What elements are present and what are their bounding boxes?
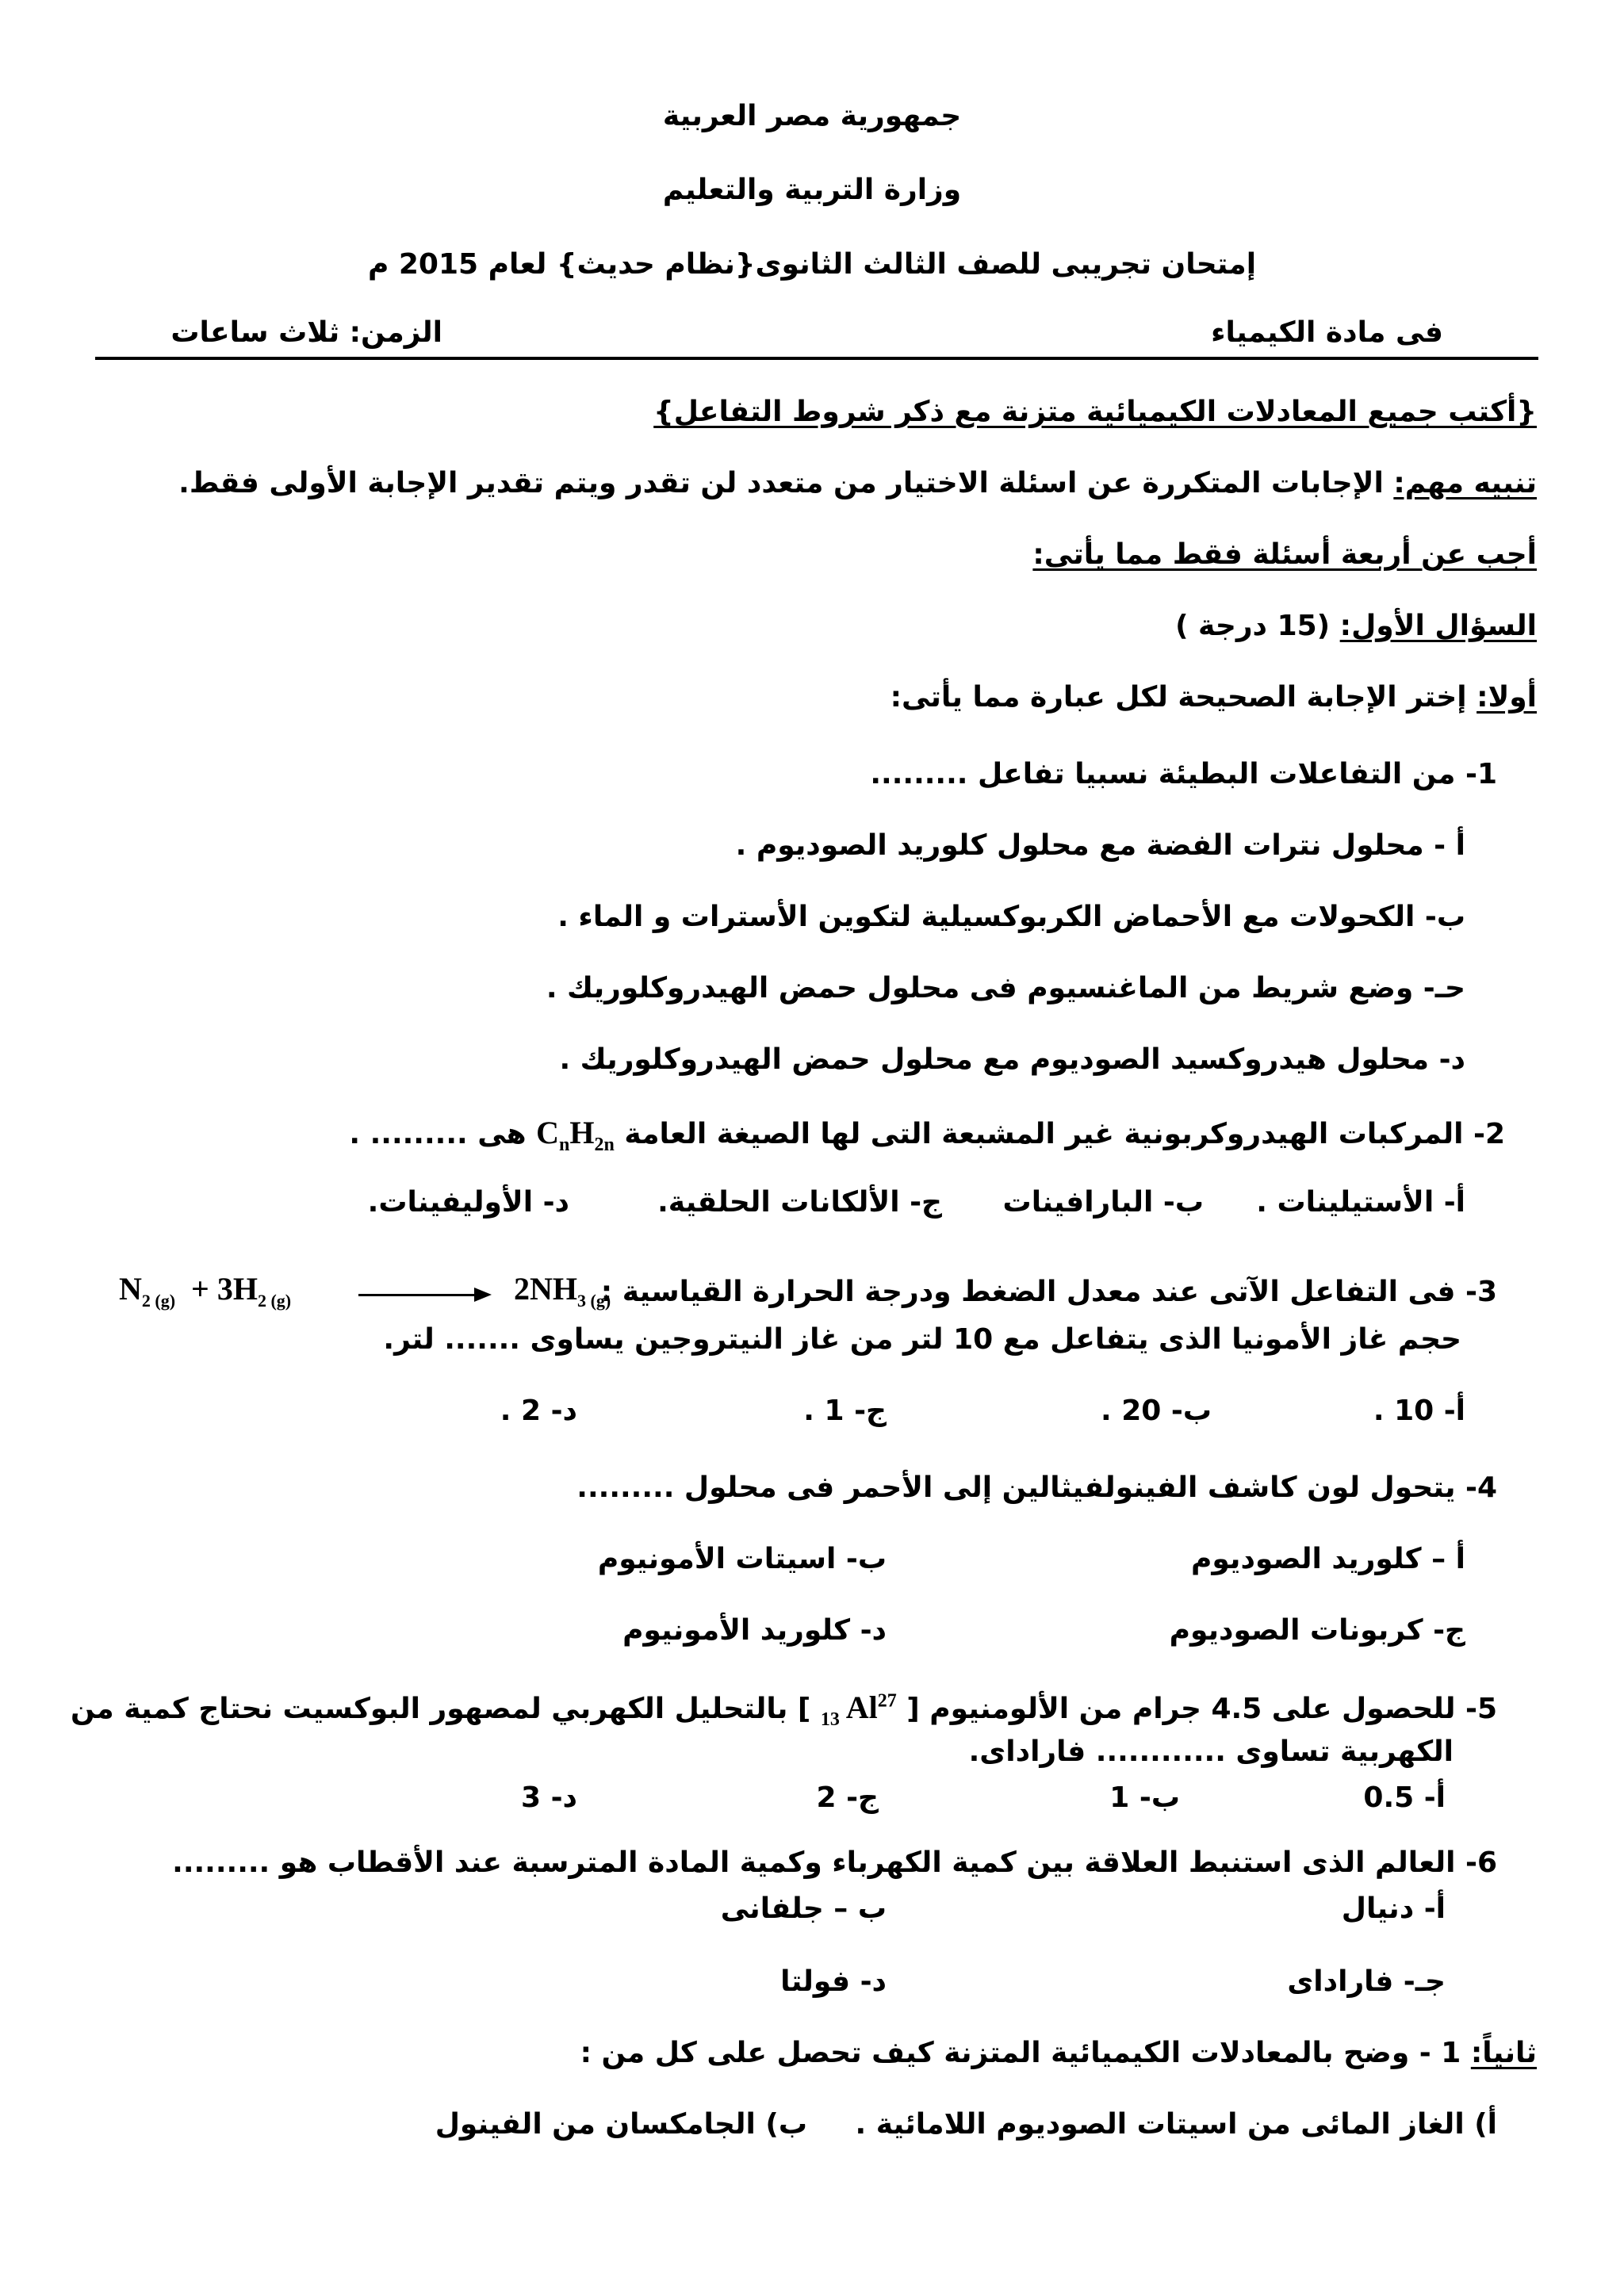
part-1-text: إختر الإجابة الصحيحة لكل عبارة مما يأتى: <box>890 681 1477 714</box>
item-2-stem-after: هى ......... . <box>349 1118 537 1150</box>
important-notice <box>178 466 1537 500</box>
question-1-label: السؤال الأول: <box>1339 610 1537 642</box>
exam-title: إمتحان تجريبى للصف الثالث الثانوى{نظام حديث} لعام 2015 م <box>367 248 1257 281</box>
part-2-label: ثانياً: <box>1470 2037 1537 2069</box>
item-6-option-b: ب – جلفانى <box>720 1892 887 1925</box>
item-5-option-a: أ- 0.5 <box>1363 1781 1446 1814</box>
part-2-heading <box>580 2036 1537 2070</box>
item-6-option-d: د- فولتا <box>780 1965 887 1998</box>
part-2-item-a: أ) الغاز المائى من اسيتات الصوديوم اللامائية . <box>855 2108 1497 2141</box>
balanced-equations-note: {أكتب جميع المعادلات الكيميائية متزنة مع ذكر شروط التفاعل} <box>653 396 1537 428</box>
important-text: الإجابات المتكررة عن اسئلة الاختيار من متعدد لن تقدر ويتم تقدير الإجابة الأولى فقط. <box>178 467 1394 499</box>
item-5-option-c: ج- 2 <box>816 1781 879 1814</box>
answer-four-instruction: أجب عن أربعة أسئلة فقط مما يأتى: <box>1032 538 1537 571</box>
item-2-option-c: ج- الألكانات الحلقية. <box>657 1186 942 1219</box>
question-1-heading <box>1175 609 1537 643</box>
item-5-stem-after: ] بالتحليل الكهربي لمصهور البوكسيت نحتاج كمية من <box>71 1693 821 1725</box>
part-1-heading <box>891 680 1537 714</box>
item-2-stem-before: 2- المركبات الهيدروكربونية غير المشبعة التى لها الصيغة العامة <box>614 1118 1505 1150</box>
subject-label: فى مادة الكيمياء <box>1211 316 1443 349</box>
reaction-equation: $N_{2 (g)} + 3H_{2 (g)}$ <box>119 1271 292 1311</box>
item-5-stem-before: 5- للحصول على 4.5 جرام من الألومنيوم [ <box>896 1693 1497 1725</box>
item-3-option-c: ج- 1 . <box>803 1395 887 1427</box>
item-6-stem: 6- العالم الذى استنبط العلاقة بين كمية الكهرباء وكمية المادة المترسبة عند الأقطاب هو ......... <box>172 1846 1497 1879</box>
item-6-option-c: جـ- فاراداى <box>1287 1965 1446 1998</box>
item-3-option-a: أ- 10 . <box>1373 1395 1465 1427</box>
item-1-option-d: د- محلول هيدروكسيد الصوديوم مع محلول حمض الهيدروكلوريك . <box>559 1043 1465 1076</box>
question-1-marks: (15 درجة ) <box>1175 610 1340 642</box>
general-formula: $C_nH_{2n}$ <box>536 1115 615 1155</box>
part-1-label: أولا: <box>1477 681 1537 714</box>
item-2-stem <box>349 1114 1505 1157</box>
header-ministry: وزارة التربية والتعليم <box>662 174 962 206</box>
item-5-option-b: ب- 1 <box>1109 1781 1180 1814</box>
important-label: تنبيه مهم: <box>1393 467 1537 499</box>
item-1-option-a: أ - محلول نترات الفضة مع محلول كلوريد الصوديوم . <box>735 829 1465 862</box>
reaction-product: $2NH_{3 (g)}$ <box>514 1271 611 1311</box>
header-divider <box>95 357 1538 360</box>
item-6-option-a: أ- دنيال <box>1341 1892 1446 1925</box>
item-3-option-b: ب- 20 . <box>1101 1395 1212 1427</box>
header-country: جمهورية مصر العربية <box>662 100 962 132</box>
item-3-stem: 3- فى التفاعل الآتى عند معدل الضغط ودرجة الحرارة القياسية : <box>600 1276 1497 1308</box>
aluminium-symbol: $_{13}$ Al$^{27}$ <box>820 1689 897 1730</box>
item-3-stem-2: حجم غاز الأمونيا الذى يتفاعل مع 10 لتر من غاز النيتروجين يساوى ....... لتر. <box>383 1323 1461 1356</box>
part-2-item-b: ب) الجامكسان من الفينول <box>435 2108 807 2141</box>
item-4-option-d: د- كلوريد الأمونيوم <box>622 1614 887 1647</box>
item-4-stem: 4- يتحول لون كاشف الفينولفيثالين إلى الأحمر فى محلول ......... <box>576 1471 1497 1504</box>
time-label: الزمن: ثلاث ساعات <box>170 316 442 349</box>
item-1-option-b: ب- الكحولات مع الأحماض الكربوكسيلية لتكوين الأسترات و الماء . <box>557 901 1465 933</box>
item-4-option-b: ب- اسيتات الأمونيوم <box>597 1543 887 1575</box>
item-1-stem: 1- من التفاعلات البطيئة نسبيا تفاعل ......... <box>870 758 1497 790</box>
reaction-arrow <box>358 1294 477 1296</box>
reaction-arrow-head <box>474 1288 492 1302</box>
item-2-option-a: أ- الأستيلينات . <box>1256 1186 1465 1219</box>
item-2-option-d: د- الأوليفينات. <box>367 1186 569 1219</box>
item-5-stem <box>71 1689 1497 1732</box>
item-3-option-d: د- 2 . <box>500 1395 577 1427</box>
part-2-text: 1 - وضح بالمعادلات الكيميائية المتزنة كيف تحصل على كل من : <box>580 2037 1471 2069</box>
item-2-option-b: ب- البارافينات <box>1002 1186 1204 1219</box>
item-4-option-a: أ – كلوريد الصوديوم <box>1190 1543 1465 1575</box>
item-5-option-d: د- 3 <box>520 1781 577 1814</box>
item-1-option-c: حـ- وضع شريط من الماغنسيوم فى محلول حمض الهيدروكلوريك . <box>546 972 1465 1004</box>
item-4-option-c: ج- كربونات الصوديوم <box>1169 1614 1465 1647</box>
item-5-stem-2: الكهربية تساوى ............ فاراداى. <box>968 1735 1454 1768</box>
